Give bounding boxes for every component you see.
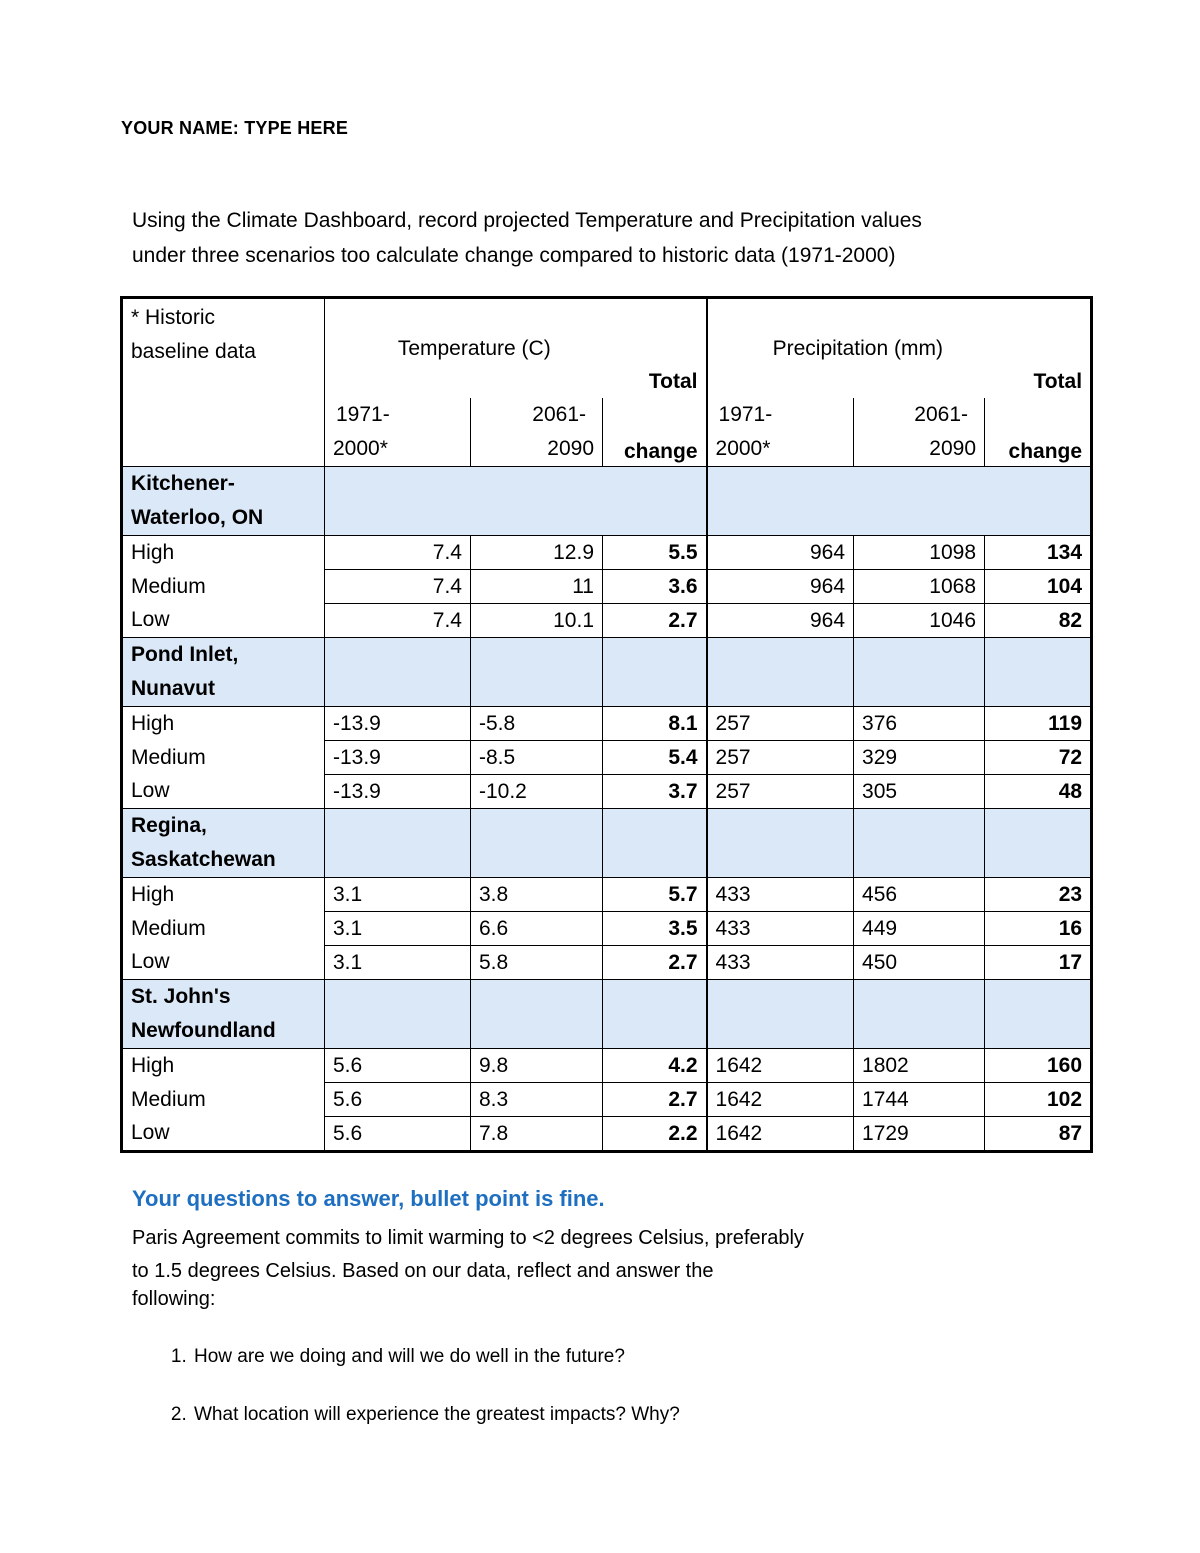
location-band-cell	[985, 638, 1092, 707]
cell-t-hist: 5.6	[325, 1049, 471, 1083]
temp-hist-years-a: 1971-	[336, 403, 390, 426]
location-band-cell	[603, 980, 707, 1049]
cell-p-hist: 964	[707, 536, 854, 570]
location-band-cell	[707, 809, 854, 878]
location-header-row	[122, 467, 1092, 536]
location-name	[122, 980, 325, 1049]
precip-future-years-a: 2061-	[914, 403, 969, 426]
location-band-cell	[854, 980, 985, 1049]
cell-p-fut: 1098	[854, 536, 985, 570]
cell-p-fut: 449	[854, 912, 985, 946]
location-band-cell	[707, 638, 854, 707]
location-band-cell	[603, 809, 707, 878]
location-band-cell	[985, 980, 1092, 1049]
cell-p-fut: 450	[854, 946, 985, 980]
scenario-row	[122, 775, 1092, 809]
location-band-cell	[985, 809, 1092, 878]
scenario-label: Low	[131, 950, 170, 974]
cell-p-chg: 104	[985, 570, 1092, 604]
cell-t-hist: -13.9	[325, 707, 471, 741]
scenario-label: High	[122, 707, 325, 741]
location-band-cell	[985, 467, 1092, 536]
cell-p-chg: 72	[985, 741, 1092, 775]
precip-change-col-header: change	[985, 398, 1092, 467]
location-name-line-1: Regina,	[131, 814, 207, 837]
baseline-note-line-2: baseline data	[131, 340, 256, 363]
student-name-field[interactable]: YOUR NAME: TYPE HERE	[121, 118, 349, 138]
scenario-row	[122, 1117, 1092, 1152]
cell-t-fut: -5.8	[471, 707, 603, 741]
cell-t-fut: 5.8	[471, 946, 603, 980]
paragraph-line-2: to 1.5 degrees Celsius. Based on our data, reflect and answer the	[132, 1260, 714, 1282]
cell-p-hist: 964	[707, 570, 854, 604]
temp-future-years-a: 2061-	[532, 403, 586, 426]
cell-p-chg: 48	[985, 775, 1092, 809]
cell-t-fut: -10.2	[471, 775, 603, 809]
scenario-label: Medium	[131, 1087, 206, 1111]
location-name-line-2: Nunavut	[131, 677, 215, 700]
cell-t-chg: 5.7	[603, 878, 707, 912]
scenario-label: Medium	[131, 574, 206, 598]
location-band-cell	[471, 638, 603, 707]
question-item: 2. What location will experience the greatest impacts? Why?	[192, 1404, 680, 1426]
cell-t-fut: 10.1	[471, 604, 603, 638]
cell-t-fut: 8.3	[471, 1083, 603, 1117]
temp-hist-col-header	[325, 398, 471, 467]
cell-t-fut: 7.8	[471, 1117, 603, 1152]
cell-p-chg: 134	[985, 536, 1092, 570]
cell-t-chg: 2.7	[603, 604, 707, 638]
cell-t-hist: 7.4	[325, 604, 471, 638]
paragraph-line-1: Paris Agreement commits to limit warming to <2 degrees Celsius, preferably	[132, 1227, 804, 1249]
baseline-note-line-1: * Historic	[131, 306, 216, 329]
cell-t-chg: 2.7	[603, 1083, 707, 1117]
scenario-row	[122, 707, 1092, 741]
cell-p-hist: 433	[707, 912, 854, 946]
cell-t-chg: 2.7	[603, 946, 707, 980]
cell-p-hist: 964	[707, 604, 854, 638]
scenario-row	[122, 741, 1092, 775]
cell-t-hist: 5.6	[325, 1117, 471, 1152]
scenario-label: Medium	[131, 916, 206, 940]
cell-t-fut: -8.5	[471, 741, 603, 775]
scenario-label: High	[122, 878, 325, 912]
scenario-row	[122, 946, 1092, 980]
question-item: 1. How are we doing and will we do well in the future?	[192, 1346, 680, 1368]
cell-p-hist: 1642	[707, 1117, 854, 1152]
location-name-line-2: Waterloo, ON	[131, 506, 264, 529]
cell-p-chg: 160	[985, 1049, 1092, 1083]
header-row-1	[122, 298, 1092, 333]
cell-t-chg: 8.1	[603, 707, 707, 741]
questions-title: Your questions to answer, bullet point is fine.	[132, 1186, 605, 1211]
cell-t-hist: 3.1	[325, 946, 471, 980]
cell-t-chg: 2.2	[603, 1117, 707, 1152]
precip-total-label: Total	[707, 365, 1092, 398]
cell-t-chg: 5.5	[603, 536, 707, 570]
location-name-line-1: Pond Inlet,	[131, 643, 239, 666]
question-list	[132, 1346, 680, 1462]
cell-p-fut: 1744	[854, 1083, 985, 1117]
location-name	[122, 638, 325, 707]
location-name-line-1: St. John's	[131, 985, 231, 1008]
cell-t-fut: 12.9	[471, 536, 603, 570]
cell-t-fut: 6.6	[471, 912, 603, 946]
location-band-cell	[325, 980, 471, 1049]
cell-p-fut: 456	[854, 878, 985, 912]
scenario-row	[122, 878, 1092, 912]
location-band-cell	[707, 980, 854, 1049]
paris-agreement-paragraph	[132, 1222, 892, 1310]
scenario-row	[122, 570, 1092, 604]
cell-p-hist: 433	[707, 946, 854, 980]
precipitation-header: Precipitation (mm)	[707, 332, 1092, 365]
scenario-row	[122, 536, 1092, 570]
location-band-cell	[854, 467, 985, 536]
cell-p-chg: 119	[985, 707, 1092, 741]
scenario-label: High	[122, 536, 325, 570]
location-band-cell	[471, 467, 603, 536]
temp-change-col-header: change	[603, 398, 707, 467]
temperature-header: Temperature (C)	[325, 332, 707, 365]
location-name	[122, 467, 325, 536]
scenario-row	[122, 1049, 1092, 1083]
cell-t-chg: 3.5	[603, 912, 707, 946]
location-name-line-2: Saskatchewan	[131, 848, 276, 871]
cell-t-chg: 3.6	[603, 570, 707, 604]
cell-t-hist: 7.4	[325, 536, 471, 570]
cell-p-chg: 17	[985, 946, 1092, 980]
cell-t-fut: 9.8	[471, 1049, 603, 1083]
cell-t-hist: -13.9	[325, 775, 471, 809]
instructions-line-1: Using the Climate Dashboard, record projected Temperature and Precipitation values	[132, 209, 922, 232]
precip-hist-col-header	[707, 398, 854, 467]
cell-p-chg: 102	[985, 1083, 1092, 1117]
temp-future-years-b: 2090	[547, 437, 594, 460]
location-band-cell	[854, 638, 985, 707]
cell-p-hist: 257	[707, 741, 854, 775]
cell-p-fut: 305	[854, 775, 985, 809]
cell-p-chg: 23	[985, 878, 1092, 912]
cell-p-hist: 1642	[707, 1083, 854, 1117]
location-name-line-2: Newfoundland	[131, 1019, 276, 1042]
location-band-cell	[854, 809, 985, 878]
precip-hist-years-b: 2000*	[715, 437, 771, 460]
baseline-note	[122, 298, 325, 467]
scenario-label: Low	[131, 1121, 170, 1145]
instructions	[132, 203, 1132, 273]
cell-t-hist: 7.4	[325, 570, 471, 604]
instructions-line-2: under three scenarios too calculate change compared to historic data (1971-2000)	[132, 244, 896, 267]
scenario-label: Medium	[131, 745, 206, 769]
location-header-row	[122, 809, 1092, 878]
cell-p-chg: 87	[985, 1117, 1092, 1152]
climate-data-table	[120, 296, 1093, 1153]
location-band-cell	[325, 638, 471, 707]
precip-future-col-header	[854, 398, 985, 467]
cell-p-hist: 1642	[707, 1049, 854, 1083]
location-band-cell	[603, 638, 707, 707]
scenario-label: High	[122, 1049, 325, 1083]
location-band-cell	[707, 467, 854, 536]
location-band-cell	[471, 980, 603, 1049]
cell-p-fut: 1729	[854, 1117, 985, 1152]
cell-p-fut: 329	[854, 741, 985, 775]
cell-p-hist: 257	[707, 775, 854, 809]
cell-p-fut: 1802	[854, 1049, 985, 1083]
paragraph-line-3: following:	[132, 1288, 216, 1310]
cell-t-fut: 3.8	[471, 878, 603, 912]
precip-future-years-b: 2090	[929, 437, 977, 460]
cell-p-chg: 82	[985, 604, 1092, 638]
temp-hist-years-b: 2000*	[333, 437, 388, 460]
cell-t-fut: 11	[471, 570, 603, 604]
scenario-label: Low	[131, 779, 170, 803]
temp-total-label: Total	[325, 365, 707, 398]
cell-t-hist: 5.6	[325, 1083, 471, 1117]
location-band-cell	[325, 809, 471, 878]
cell-t-chg: 4.2	[603, 1049, 707, 1083]
scenario-row	[122, 604, 1092, 638]
scenario-row	[122, 1083, 1092, 1117]
location-header-row	[122, 638, 1092, 707]
cell-t-hist: -13.9	[325, 741, 471, 775]
cell-p-fut: 1046	[854, 604, 985, 638]
cell-p-fut: 376	[854, 707, 985, 741]
location-band-cell	[325, 467, 471, 536]
cell-t-chg: 3.7	[603, 775, 707, 809]
location-header-row	[122, 980, 1092, 1049]
precip-hist-years-a: 1971-	[718, 403, 773, 426]
location-band-cell	[603, 467, 707, 536]
cell-p-hist: 433	[707, 878, 854, 912]
scenario-row	[122, 912, 1092, 946]
cell-p-hist: 257	[707, 707, 854, 741]
cell-p-fut: 1068	[854, 570, 985, 604]
location-name-line-1: Kitchener-	[131, 472, 235, 495]
scenario-label: Low	[131, 608, 170, 632]
cell-t-hist: 3.1	[325, 912, 471, 946]
cell-p-chg: 16	[985, 912, 1092, 946]
location-band-cell	[471, 809, 603, 878]
cell-t-chg: 5.4	[603, 741, 707, 775]
cell-t-hist: 3.1	[325, 878, 471, 912]
temp-future-col-header	[471, 398, 603, 467]
location-name	[122, 809, 325, 878]
